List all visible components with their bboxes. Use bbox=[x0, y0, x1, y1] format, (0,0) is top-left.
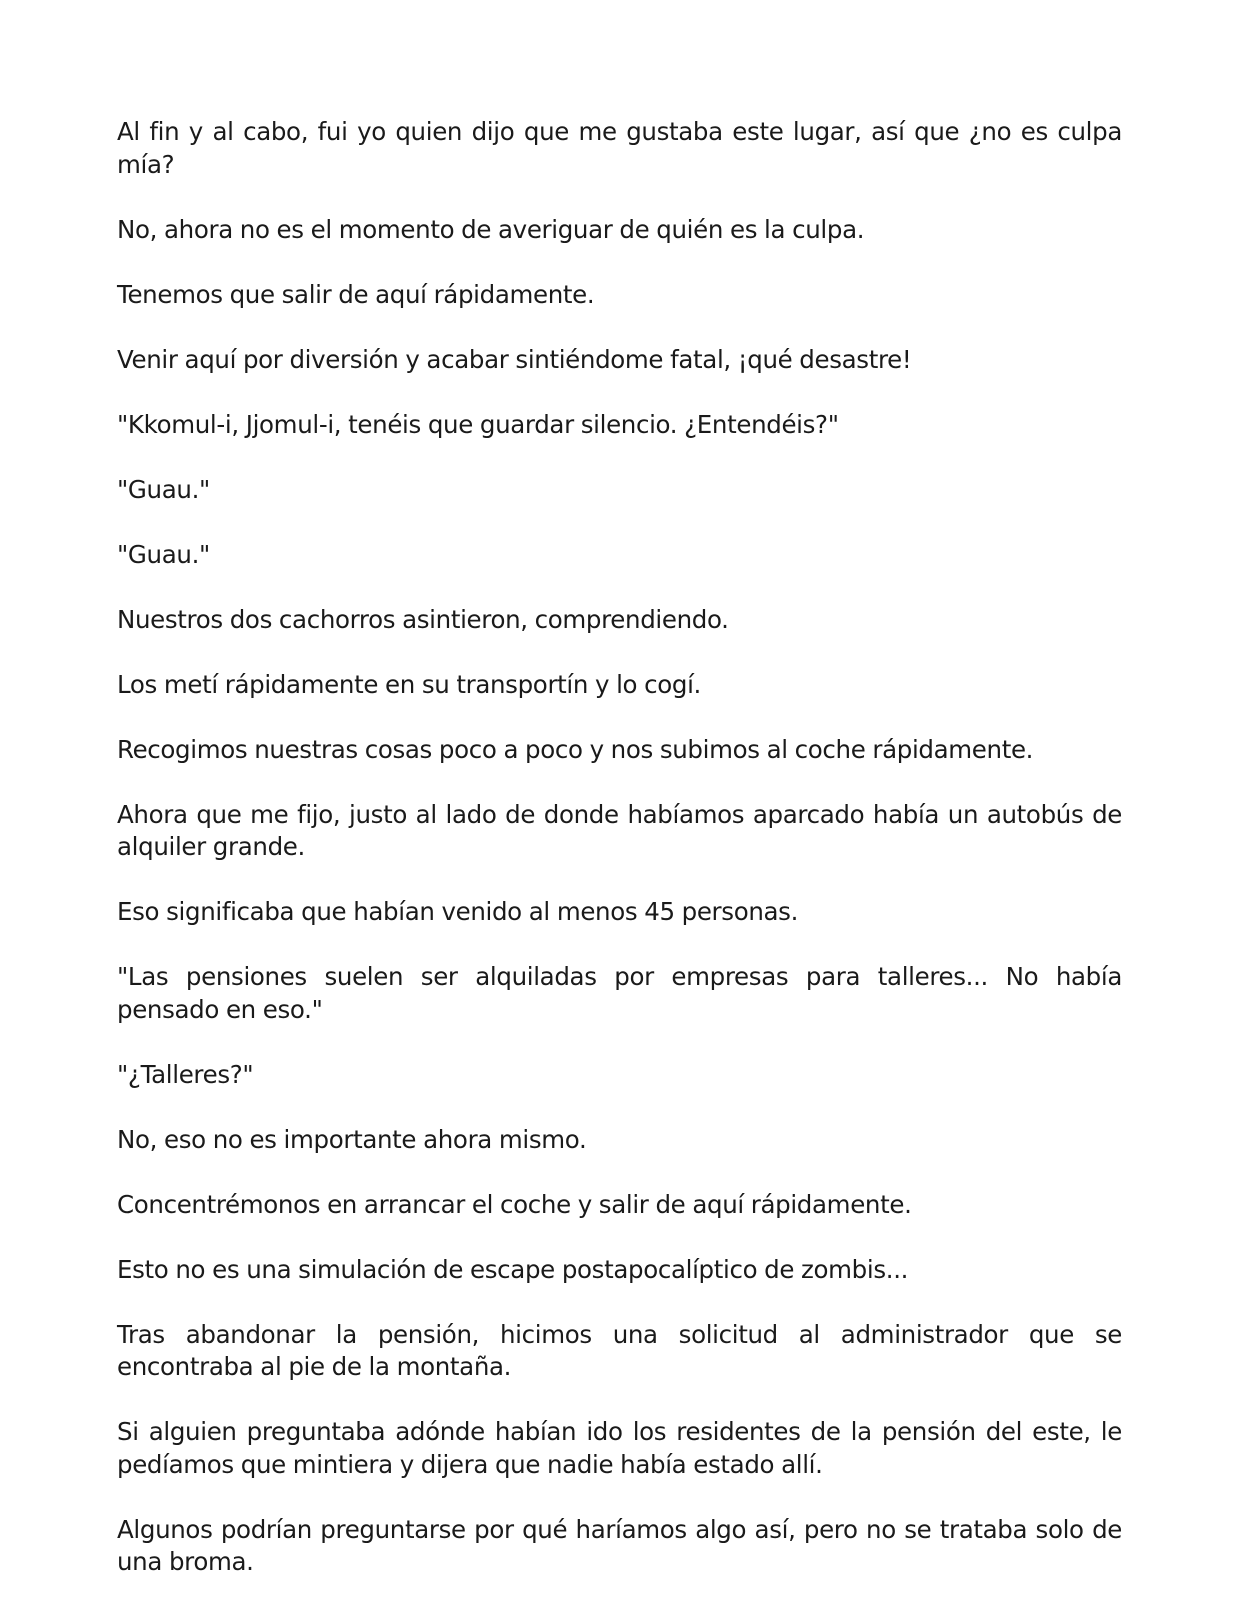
paragraph: Concentrémonos en arrancar el coche y salir de aquí rápidamente. bbox=[117, 1189, 912, 1219]
paragraph: "Las pensiones suelen ser alquiladas por empresas para talleres... No había pensado en eso." bbox=[117, 962, 1122, 1024]
document-body bbox=[117, 116, 1122, 1611]
paragraph: "Kkomul-i, Jjomul-i, tenéis que guardar silencio. ¿Entendéis?" bbox=[117, 409, 839, 439]
paragraph: Si alguien preguntaba adónde habían ido los residentes de la pensión del este, le pedíamos que mintiera y dijera que nadie había estado allí. bbox=[117, 1417, 1122, 1479]
paragraph: Los metí rápidamente en su transportín y lo cogí. bbox=[117, 669, 701, 699]
paragraph: "¿Talleres?" bbox=[117, 1059, 254, 1089]
paragraph: Eso significaba que habían venido al menos 45 personas. bbox=[117, 897, 799, 926]
paragraph: "Guau." bbox=[117, 474, 210, 504]
paragraph: Ahora que me fijo, justo al lado de donde habíamos aparcado había un autobús de alquiler grande. bbox=[117, 799, 1122, 861]
paragraph: Al fin y al cabo, fui yo quien dijo que me gustaba este lugar, así que ¿no es culpa mía? bbox=[117, 117, 1122, 179]
paragraph: Venir aquí por diversión y acabar sintiéndome fatal, ¡qué desastre! bbox=[117, 344, 912, 374]
paragraph: No, eso no es importante ahora mismo. bbox=[117, 1124, 587, 1154]
paragraph: Nuestros dos cachorros asintieron, comprendiendo. bbox=[117, 604, 729, 634]
paragraph: No, ahora no es el momento de averiguar de quién es la culpa. bbox=[117, 214, 865, 244]
paragraph: Tras abandonar la pensión, hicimos una solicitud al administrador que se encontraba al pie de la montaña. bbox=[117, 1319, 1122, 1381]
paragraph: Recogimos nuestras cosas poco a poco y nos subimos al coche rápidamente. bbox=[117, 734, 1034, 764]
paragraph: Algunos podrían preguntarse por qué haríamos algo así, pero no se trataba solo de una broma. bbox=[117, 1514, 1122, 1576]
paragraph: Esto no es una simulación de escape postapocalíptico de zombis... bbox=[117, 1254, 909, 1284]
paragraph: Tenemos que salir de aquí rápidamente. bbox=[117, 279, 595, 309]
paragraph: "Guau." bbox=[117, 539, 210, 569]
